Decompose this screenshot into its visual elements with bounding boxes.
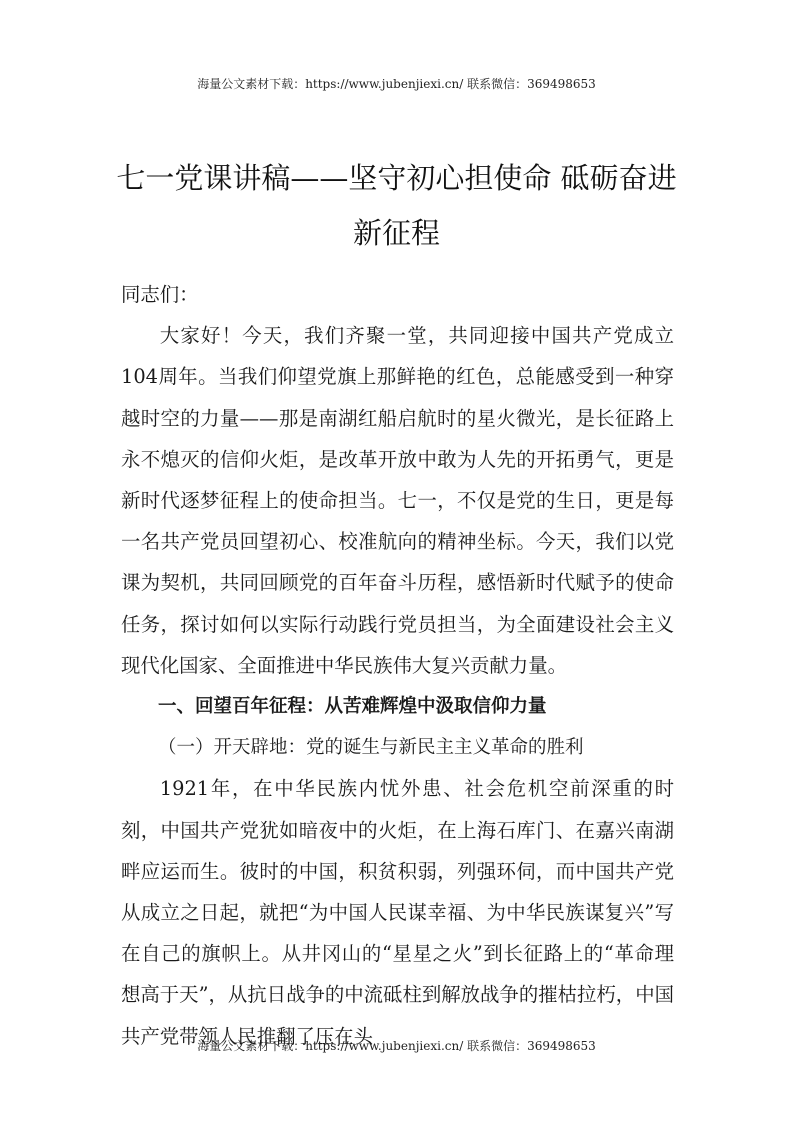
page-footer: 海量公文素材下载：https://www.jubenjiexi.cn/ 联系微信：369498653 — [197, 1039, 596, 1053]
page-header: 海量公文素材下载：https://www.jubenjiexi.cn/ 联系微信：369498653 — [197, 77, 596, 91]
document-title: 七一党课讲稿——坚守初心担使命 砥砺奋进新征程 — [116, 161, 677, 251]
section-heading: 一、回望百年征程：从苦难辉煌中汲取信仰力量 — [158, 696, 547, 718]
paragraph-1921: 1921年，在中华民族内忧外患、社会危机空前深重的时刻，中国共产党犹如暗夜中的火炬，在上海石库门、在嘉兴南湖畔应运而生。彼时的中国，积贫积弱，列强环伺，而中国共产党从成立之日起，就把“为中国人民谋幸福、为中华民族谋复兴”写在自己的旗帜上。从井冈山的“星星之火”到长征路上的“革命理想高于天”，从抗日战争的中流砥柱到解放战争的摧枯拉朽，中国共产党带领人民推翻了压在头 — [121, 777, 674, 1048]
paragraph-intro: 大家好！今天，我们齐聚一堂，共同迎接中国共产党成立104周年。当我们仰望党旗上那鲜艳的红色，总能感受到一种穿越时空的力量——那是南湖红船启航时的星火微光，是长征路上永不熄灭的信仰火炬，是改革开放中敢为人先的开拓勇气，更是新时代逐梦征程上的使命担当。七一，不仅是党的生日，更是每一名共产党员回望初心、校准航向的精神坐标。今天，我们以党课为契机，共同回顾党的百年奋斗历程，感悟新时代赋予的使命任务，探讨如何以实际行动践行党员担当，为全面建设社会主义现代化国家、全面推进中华民族伟大复兴贡献力量。 — [121, 324, 674, 677]
subsection-heading: （一）开天辟地：党的诞生与新民主主义革命的胜利 — [158, 737, 584, 759]
document-body — [121, 274, 674, 1057]
salutation: 同志们： — [121, 283, 199, 306]
